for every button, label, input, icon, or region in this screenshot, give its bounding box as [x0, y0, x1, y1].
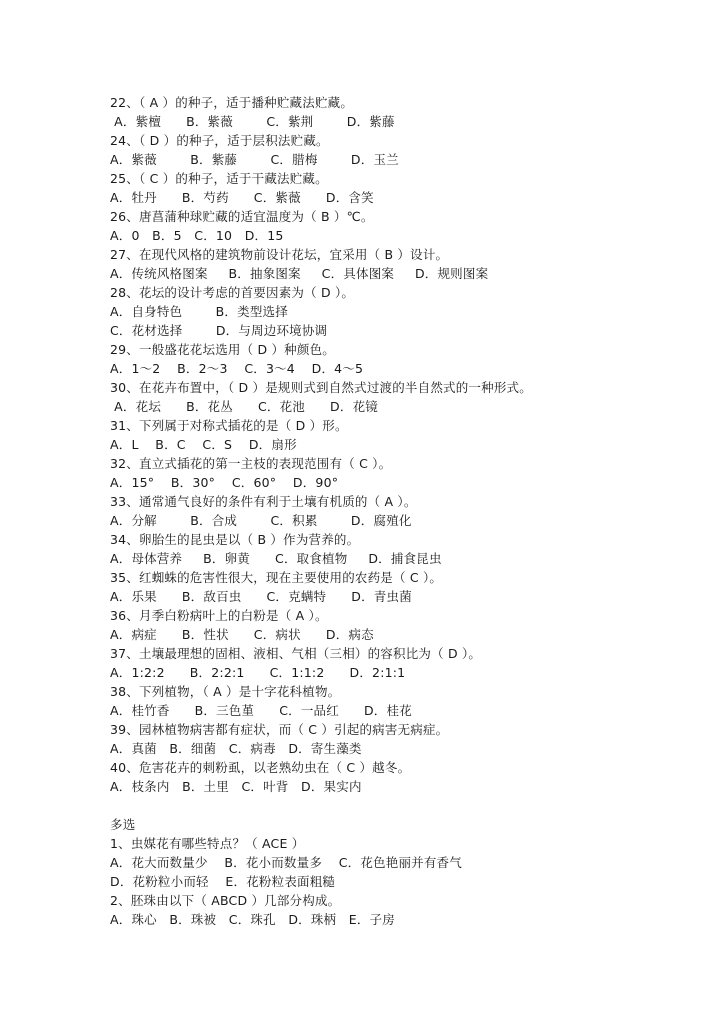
text-line: 2、胚珠由以下（ ABCD ）几部分构成。 — [110, 893, 341, 908]
text-line: 27、在现代风格的建筑物前设计花坛，宜采用（ B ）设计。 — [110, 247, 449, 262]
text-line: A．母体营养 B．卵黄 C．取食植物 D．捕食昆虫 — [110, 551, 442, 566]
text-line: A．真菌 B．细菌 C．病毒 D．寄生藻类 — [110, 741, 362, 756]
text-line: 29、一般盛花花坛选用（ D ）种颜色。 — [110, 342, 335, 357]
text-line: 24、（ D ）的种子，适于层积法贮藏。 — [110, 133, 329, 148]
text-line: 30、在花卉布置中，（ D ）是规则式到自然式过渡的半自然式的一种形式。 — [110, 380, 532, 395]
text-line: A．自身特色 B．类型选择 — [110, 304, 288, 319]
text-line: A．病症 B．性状 C．病状 D．病态 — [110, 627, 374, 642]
text-line: A．紫薇 B．紫藤 C．腊梅 D．玉兰 — [110, 152, 399, 167]
text-line: 多选 — [110, 817, 136, 832]
text-line: 28、花坛的设计考虑的首要因素为（ D ）。 — [110, 285, 355, 300]
text-line: A．珠心 B．珠被 C．珠孔 D．珠柄 E．子房 — [110, 912, 395, 927]
text-line: 35、红蜘蛛的危害性很大，现在主要使用的农药是（ C ）。 — [110, 570, 443, 585]
text-line: A．花坛 B．花丛 C．花池 D．花镜 — [110, 399, 378, 414]
text-line: A．1～2 B．2～3 C．3～4 D．4～5 — [110, 361, 364, 376]
text-line: 25、（ C ）的种子，适于干藏法贮藏。 — [110, 171, 328, 186]
text-line: 22、（ A ）的种子，适于播种贮藏法贮藏。 — [110, 95, 354, 110]
text-line: 32、直立式插花的第一主枝的表现范围有（ C ）。 — [110, 456, 392, 471]
text-line: 39、园林植物病害都有症状，而（ C ）引起的病害无病症。 — [110, 722, 449, 737]
text-line: A．牡丹 B．芍药 C．紫薇 D．含笑 — [110, 190, 374, 205]
text-line: 37、土壤最理想的固相、液相、气相（三相）的容积比为（ D ）。 — [110, 646, 482, 661]
section-gap — [110, 796, 700, 815]
text-line: A．15° B．30° C．60° D．90° — [110, 475, 339, 490]
text-line: A．0 B．5 C．10 D．15 — [110, 228, 284, 243]
question-list — [110, 93, 700, 929]
text-line: 34、卵胎生的昆虫是以（ B ）作为营养的。 — [110, 532, 360, 547]
text-line: A．L B．C C．S D．扇形 — [110, 437, 297, 452]
text-line: 40、危害花卉的刺粉虱，以老熟幼虫在（ C ）越冬。 — [110, 760, 411, 775]
text-line: C．花材选择 D．与周边环境协调 — [110, 323, 328, 338]
text-line: 1、虫媒花有哪些特点？（ ACE ） — [110, 836, 305, 851]
text-line: A．桂竹香 B．三色堇 C．一品红 D．桂花 — [110, 703, 412, 718]
single-choice-section — [110, 93, 700, 796]
text-line: A．乐果 B．敌百虫 C．克螨特 D．青虫菌 — [110, 589, 412, 604]
text-line: A．枝条内 B．土里 C．叶背 D．果实内 — [110, 779, 362, 794]
text-line: A．传统风格图案 B．抽象图案 C．具体图案 D．规则图案 — [110, 266, 489, 281]
text-line: 31、下列属于对称式插花的是（ D ）形。 — [110, 418, 348, 433]
text-line: A．紫檀 B．紫薇 C．紫荆 D．紫藤 — [110, 114, 395, 129]
text-line: A．花大而数量少 B．花小而数量多 C．花色艳丽并有香气 — [110, 855, 462, 870]
text-line: 38、下列植物，（ A ）是十字花科植物。 — [110, 684, 341, 699]
text-line: A．1:2:2 B．2:2:1 C．1:1:2 D．2:1:1 — [110, 665, 406, 680]
text-line: 36、月季白粉病叶上的白粉是（ A ）。 — [110, 608, 328, 623]
text-line: A．分解 B．合成 C．积累 D．腐殖化 — [110, 513, 412, 528]
multiple-choice-section — [110, 815, 700, 929]
text-line: 26、唐菖蒲种球贮藏的适宜温度为（ B ）℃。 — [110, 209, 374, 224]
text-line: D．花粉粒小而轻 E．花粉粒表面粗糙 — [110, 874, 336, 889]
text-line: 33、通常通气良好的条件有利于土壤有机质的（ A ）。 — [110, 494, 417, 509]
